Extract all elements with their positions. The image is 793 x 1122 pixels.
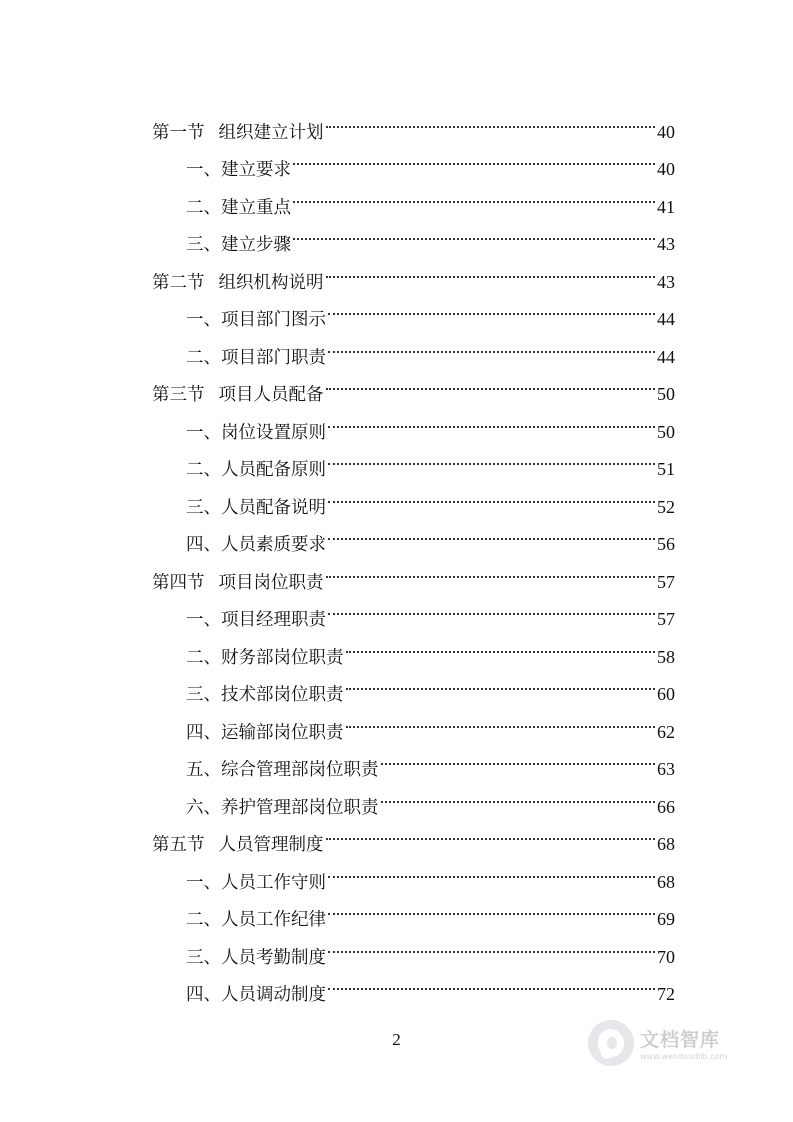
toc-dot-leader <box>293 175 655 213</box>
watermark-logo-icon <box>588 1020 634 1066</box>
toc-dot-leader <box>328 888 655 926</box>
toc-entry-title: 人员考勤制度 <box>221 947 326 968</box>
toc-entry-title: 组织建立计划 <box>218 122 324 143</box>
toc-entry-number: 三、 <box>186 235 221 255</box>
toc-entry-page: 56 <box>657 534 675 554</box>
toc-dot-leader <box>326 250 656 288</box>
toc-entry-label <box>186 865 326 903</box>
toc-entry-title: 建立要求 <box>221 160 291 180</box>
toc-entry-page: 51 <box>657 459 675 479</box>
toc-entry-page: 68 <box>657 871 675 892</box>
toc-entry-label <box>186 677 344 715</box>
toc-entry-title: 组织机构说明 <box>218 272 324 293</box>
toc-entry-title: 项目部门图示 <box>221 310 326 330</box>
toc-entry-label <box>152 827 324 865</box>
toc-entry-number: 一、 <box>186 160 221 180</box>
toc-entry-label <box>186 752 379 790</box>
toc-entry-number: 第一节 <box>152 122 205 143</box>
toc-entry-number: 二、 <box>186 910 221 930</box>
toc-entry-page: 72 <box>657 984 675 1004</box>
toc-dot-leader <box>326 813 656 851</box>
toc-dot-leader <box>326 100 656 138</box>
toc-dot-leader <box>346 663 656 701</box>
toc-entry-title: 项目人员配备 <box>218 385 324 405</box>
toc-dot-leader <box>328 963 655 1001</box>
toc-entry-title: 运输部岗位职责 <box>221 722 344 743</box>
toc-entry-number: 四、 <box>186 722 221 743</box>
toc-entry-title: 项目经理职责 <box>221 610 326 630</box>
toc-entry-page: 40 <box>657 121 675 142</box>
toc-entry-title: 人员配备说明 <box>221 497 326 518</box>
toc-entry-number: 第二节 <box>152 272 205 293</box>
toc-entry-number: 三、 <box>186 497 221 518</box>
table-of-contents <box>152 100 675 1005</box>
toc-entry-number: 第五节 <box>152 835 205 855</box>
toc-entry-page: 40 <box>657 159 675 179</box>
toc-entry-page: 44 <box>657 309 675 329</box>
toc-entry-page: 66 <box>657 796 675 817</box>
watermark-url: www.wendoudiib.com <box>640 1052 728 1061</box>
toc-entry-number: 一、 <box>186 422 221 443</box>
toc-dot-leader <box>346 700 656 738</box>
toc-entry-page: 58 <box>657 646 675 667</box>
toc-entry-title: 项目部门职责 <box>221 347 326 368</box>
toc-entry-label <box>186 302 326 340</box>
toc-entry-label <box>186 190 291 228</box>
toc-entry-page: 52 <box>657 496 675 517</box>
toc-entry-number: 四、 <box>186 985 221 1005</box>
toc-dot-leader <box>328 513 655 551</box>
toc-entry-number: 第四节 <box>152 572 205 593</box>
toc-entry-number: 三、 <box>186 685 221 705</box>
toc-entry-label <box>186 902 326 940</box>
toc-entry-page: 44 <box>657 346 675 367</box>
toc-entry-title: 养护管理部岗位职责 <box>221 797 379 818</box>
toc-dot-leader <box>328 850 655 888</box>
toc-entry-page: 41 <box>657 196 675 217</box>
toc-entry-title: 人员配备原则 <box>221 460 326 480</box>
toc-entry-label <box>186 340 326 378</box>
toc-entry-page: 43 <box>657 234 675 254</box>
toc-dot-leader <box>328 475 655 513</box>
toc-dot-leader <box>328 325 655 363</box>
toc-entry-number: 六、 <box>186 797 221 818</box>
toc-dot-leader <box>328 438 655 476</box>
toc-entry-label <box>186 527 326 565</box>
toc-entry-page: 70 <box>657 946 675 967</box>
toc-entry-page: 62 <box>657 721 675 742</box>
toc-entry-number: 二、 <box>186 347 221 368</box>
toc-entry-number: 三、 <box>186 947 221 968</box>
toc-dot-leader <box>328 588 655 626</box>
toc-entry-title: 人员工作纪律 <box>221 910 326 930</box>
toc-entry-label <box>186 715 344 753</box>
toc-entry-title: 人员调动制度 <box>221 985 326 1005</box>
toc-entry-number: 四、 <box>186 535 221 555</box>
toc-entry-number: 二、 <box>186 197 221 218</box>
toc-entry-page: 50 <box>657 421 675 442</box>
toc-entry-label <box>186 415 326 453</box>
toc-entry-page: 68 <box>657 834 675 854</box>
toc-entry-label <box>186 602 326 640</box>
toc-entry-page: 50 <box>657 384 675 404</box>
toc-dot-leader <box>328 400 655 438</box>
toc-entry-page: 43 <box>657 271 675 292</box>
toc-entry-number: 一、 <box>186 310 221 330</box>
toc-entry-page: 63 <box>657 759 675 779</box>
watermark <box>588 1020 727 1066</box>
toc-dot-leader <box>328 288 655 326</box>
toc-entry-label <box>186 152 291 190</box>
toc-entry-number: 二、 <box>186 647 221 668</box>
toc-entry-title: 人员工作守则 <box>221 872 326 893</box>
toc-entry-label <box>152 565 324 603</box>
toc-entry-label <box>186 227 291 265</box>
toc-entry-label <box>186 640 344 678</box>
toc-entry-title: 人员素质要求 <box>221 535 326 555</box>
page-number: 2 <box>392 1030 401 1049</box>
toc-entry-label <box>152 377 324 415</box>
toc-dot-leader <box>381 738 656 776</box>
toc-entry-title: 建立步骤 <box>221 235 291 255</box>
toc-dot-leader <box>381 775 656 813</box>
toc-entry-title: 人员管理制度 <box>218 835 324 855</box>
toc-entry-number: 一、 <box>186 872 221 893</box>
toc-dot-leader <box>293 138 655 176</box>
toc-entry-page: 69 <box>657 909 675 929</box>
toc-entry-number: 第三节 <box>152 385 205 405</box>
toc-dot-leader <box>326 363 656 401</box>
toc-entry-label <box>186 977 326 1015</box>
watermark-name: 文档智库 <box>640 1029 721 1051</box>
toc-entry-number: 五、 <box>186 760 221 780</box>
toc-entry-label <box>186 490 326 528</box>
toc-entry-title: 岗位设置原则 <box>221 422 326 443</box>
toc-entry-title: 综合管理部岗位职责 <box>221 760 379 780</box>
toc-entry-title: 财务部岗位职责 <box>221 647 344 668</box>
toc-entry-title: 建立重点 <box>221 197 291 218</box>
toc-entry-number: 一、 <box>186 610 221 630</box>
toc-entry-title: 项目岗位职责 <box>218 572 324 593</box>
toc-entry-page: 57 <box>657 571 675 592</box>
toc-entry-label <box>152 265 324 303</box>
toc-entry-page: 60 <box>657 684 675 704</box>
toc-entry-number: 二、 <box>186 460 221 480</box>
toc-entry-title: 技术部岗位职责 <box>221 685 344 705</box>
toc-entry-label <box>186 940 326 978</box>
toc-section-entry[interactable] <box>152 100 675 143</box>
toc-dot-leader <box>293 213 655 251</box>
toc-dot-leader <box>328 925 655 963</box>
toc-dot-leader <box>346 625 656 663</box>
toc-entry-label <box>186 452 326 490</box>
toc-entry-page: 57 <box>657 609 675 629</box>
toc-dot-leader <box>326 550 656 588</box>
